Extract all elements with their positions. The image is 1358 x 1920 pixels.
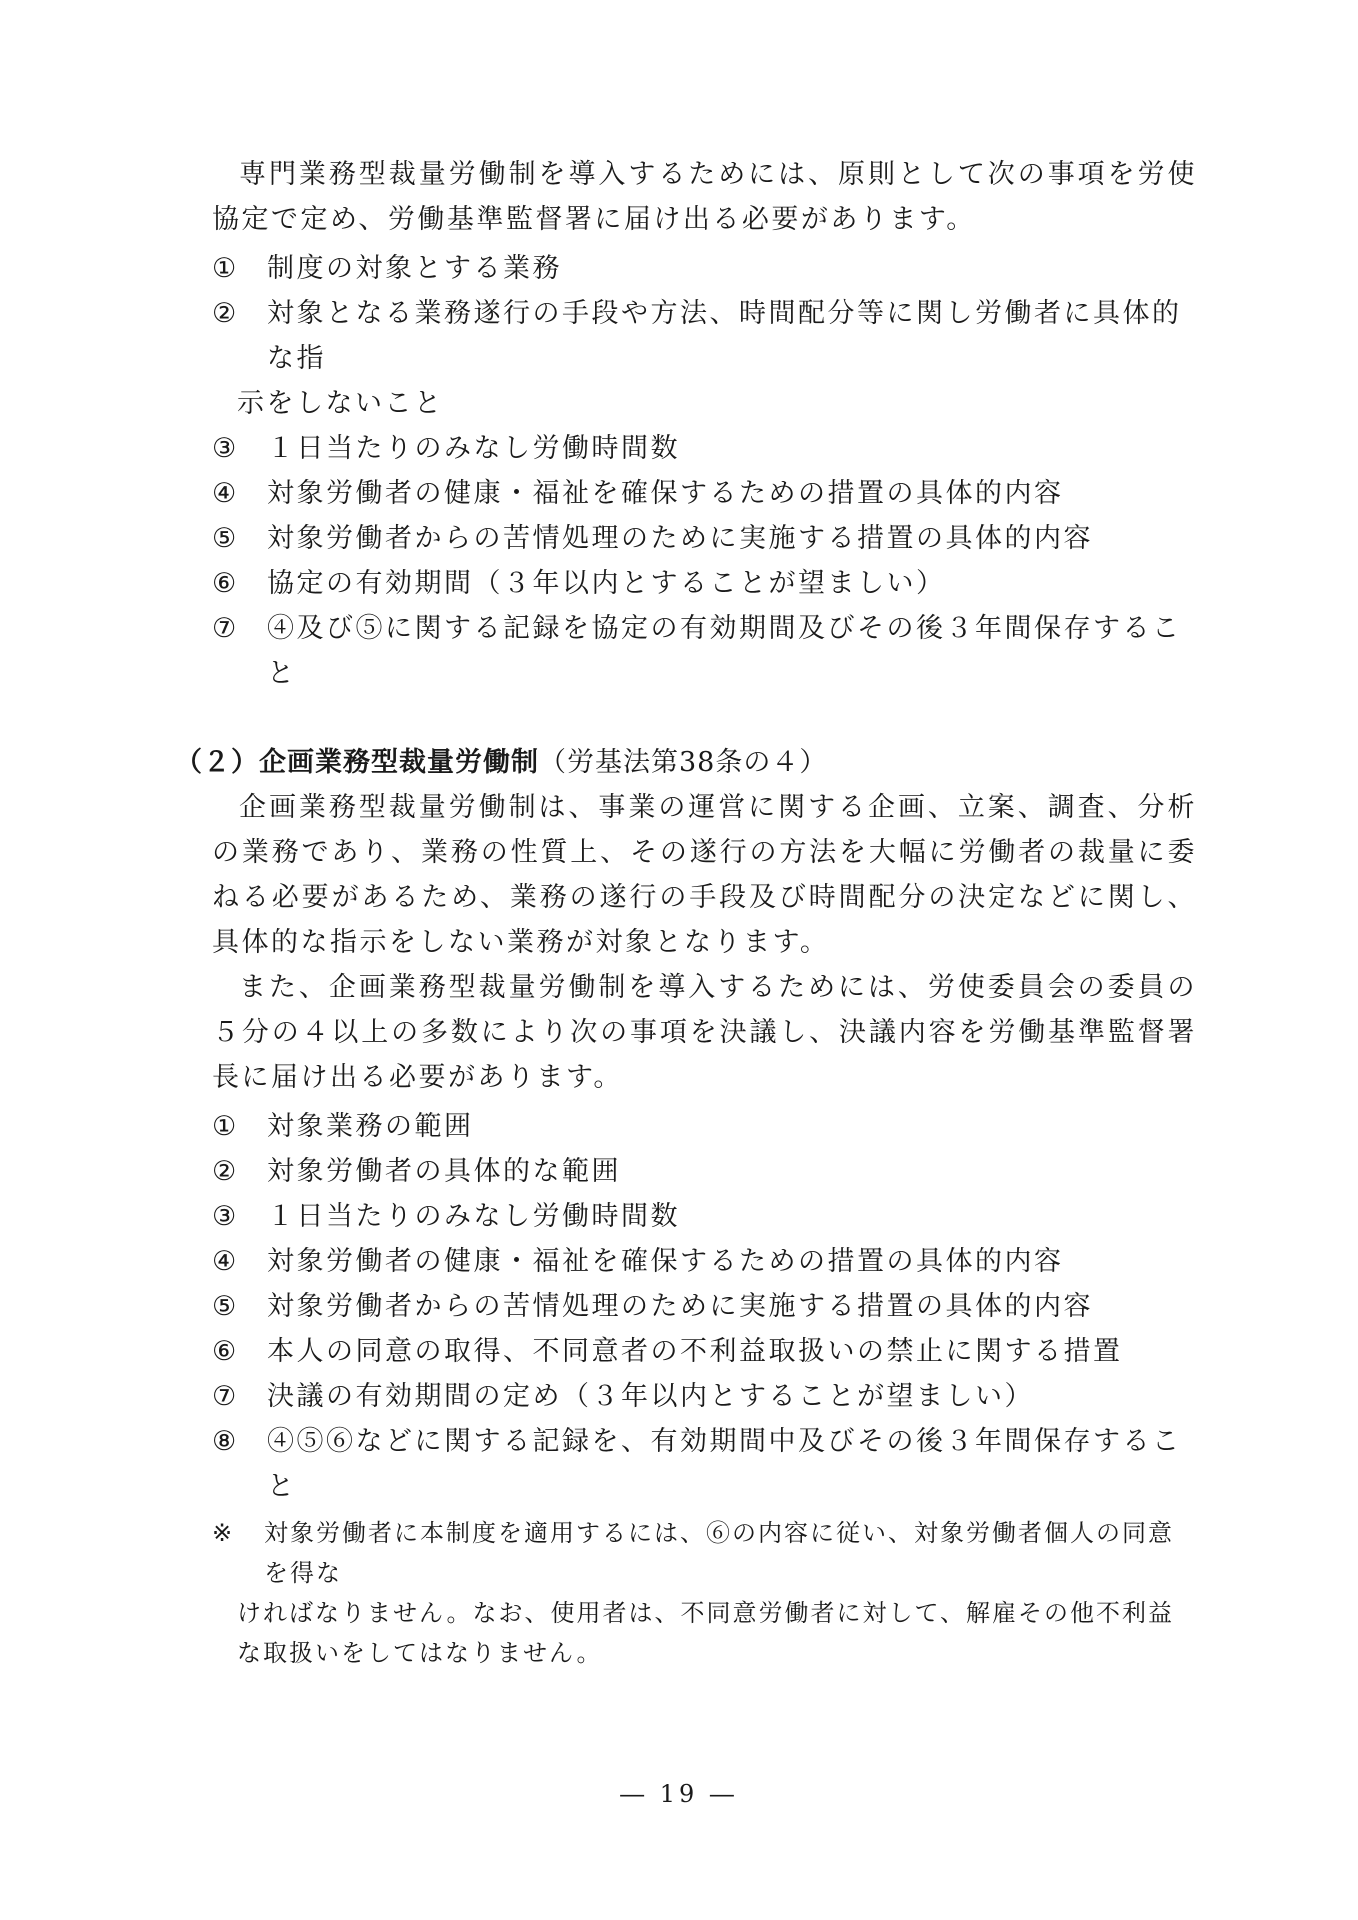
list-item	[212, 471, 1197, 516]
item-text: 対象となる業務遂行の手段や方法、時間配分等に関し労働者に具体的な指	[267, 298, 1182, 374]
item-number: ②	[212, 298, 239, 329]
item-text: 決議の有効期間の定め（３年以内とすることが望ましい）	[267, 1381, 1034, 1412]
item-text: 対象労働者の健康・福祉を確保するための措置の具体的内容	[267, 478, 1064, 509]
item-number: ⑧	[212, 1426, 239, 1457]
note-text-continuation: ければなりません。なお、使用者は、不同意労働者に対して、解雇その他不利益な取扱いをしてはなりません。	[237, 1599, 1174, 1667]
section2-law-reference: （労基法第38条の４）	[539, 747, 828, 778]
list-item	[212, 561, 1197, 606]
list-item	[212, 1374, 1197, 1419]
item-text: 対象労働者の健康・福祉を確保するための措置の具体的内容	[267, 1246, 1064, 1277]
item-text: １日当たりのみなし労働時間数	[267, 433, 680, 464]
item-text: 制度の対象とする業務	[267, 253, 562, 284]
section2-paragraph-1: 企画業務型裁量労働制は、事業の運営に関する企画、立案、調査、分析の業務であり、業務の性質上、その遂行の方法を大幅に労働者の裁量に委ねる必要があるため、業務の遂行の手段及び時間配分の決定などに関し、具体的な指示をしない業務が対象となります。	[212, 792, 1197, 958]
item-number: ④	[212, 1246, 239, 1277]
item-number: ⑤	[212, 1291, 239, 1322]
note	[212, 1513, 1197, 1673]
document-page	[175, 152, 1197, 1673]
item-text: １日当たりのみなし労働時間数	[267, 1201, 680, 1232]
item-text-wrap	[237, 291, 1197, 426]
item-text: 対象労働者からの苦情処理のために実施する措置の具体的内容	[267, 1291, 1093, 1322]
list-item	[212, 1194, 1197, 1239]
note-text-wrap	[237, 1513, 1197, 1673]
item-text: ④及び⑤に関する記録を協定の有効期間及びその後３年間保存すること	[267, 613, 1182, 689]
item-number: ⑦	[212, 1381, 239, 1412]
item-number: ①	[212, 1111, 239, 1142]
item-number: ③	[212, 433, 239, 464]
section1-list	[212, 246, 1197, 696]
item-number: ⑦	[212, 613, 239, 644]
list-item	[212, 606, 1197, 696]
section2-list	[212, 1104, 1197, 1509]
list-item	[212, 1149, 1197, 1194]
item-text: 協定の有効期間（３年以内とすることが望ましい）	[267, 568, 946, 599]
section1-intro: 専門業務型裁量労働制を導入するためには、原則として次の事項を労使協定で定め、労働基準監督署に届け出る必要があります。	[212, 159, 1197, 235]
list-item	[212, 1284, 1197, 1329]
item-number: ②	[212, 1156, 239, 1187]
section2-title: （２）企画業務型裁量労働制	[175, 747, 539, 778]
list-item	[212, 1104, 1197, 1149]
item-number: ⑥	[212, 1336, 239, 1367]
item-number: ④	[212, 478, 239, 509]
item-number: ③	[212, 1201, 239, 1232]
list-item	[212, 1239, 1197, 1284]
note-mark: ※	[212, 1519, 235, 1547]
section2-paragraph-2: また、企画業務型裁量労働制を導入するためには、労使委員会の委員の５分の４以上の多数により次の事項を決議し、決議内容を労働基準監督署長に届け出る必要があります。	[212, 972, 1197, 1093]
item-text-continuation: 示をしないこと	[237, 388, 444, 419]
item-text: 対象労働者の具体的な範囲	[267, 1156, 621, 1187]
note-text: 対象労働者に本制度を適用するには、⑥の内容に従い、対象労働者個人の同意を得な	[264, 1519, 1174, 1587]
section2-heading	[175, 740, 1197, 785]
item-number: ⑥	[212, 568, 239, 599]
page-number: ― 19 ―	[620, 1780, 738, 1808]
list-item	[212, 246, 1197, 291]
list-item	[212, 1419, 1197, 1509]
item-text: 対象労働者からの苦情処理のために実施する措置の具体的内容	[267, 523, 1093, 554]
list-item	[212, 516, 1197, 561]
item-text: ④⑤⑥などに関する記録を、有効期間中及びその後３年間保存すること	[267, 1426, 1182, 1502]
item-number: ⑤	[212, 523, 239, 554]
list-item	[212, 291, 1197, 426]
list-item	[212, 426, 1197, 471]
item-number: ①	[212, 253, 239, 284]
list-item	[212, 1329, 1197, 1374]
item-text: 本人の同意の取得、不同意者の不利益取扱いの禁止に関する措置	[267, 1336, 1123, 1367]
item-text: 対象業務の範囲	[267, 1111, 474, 1142]
